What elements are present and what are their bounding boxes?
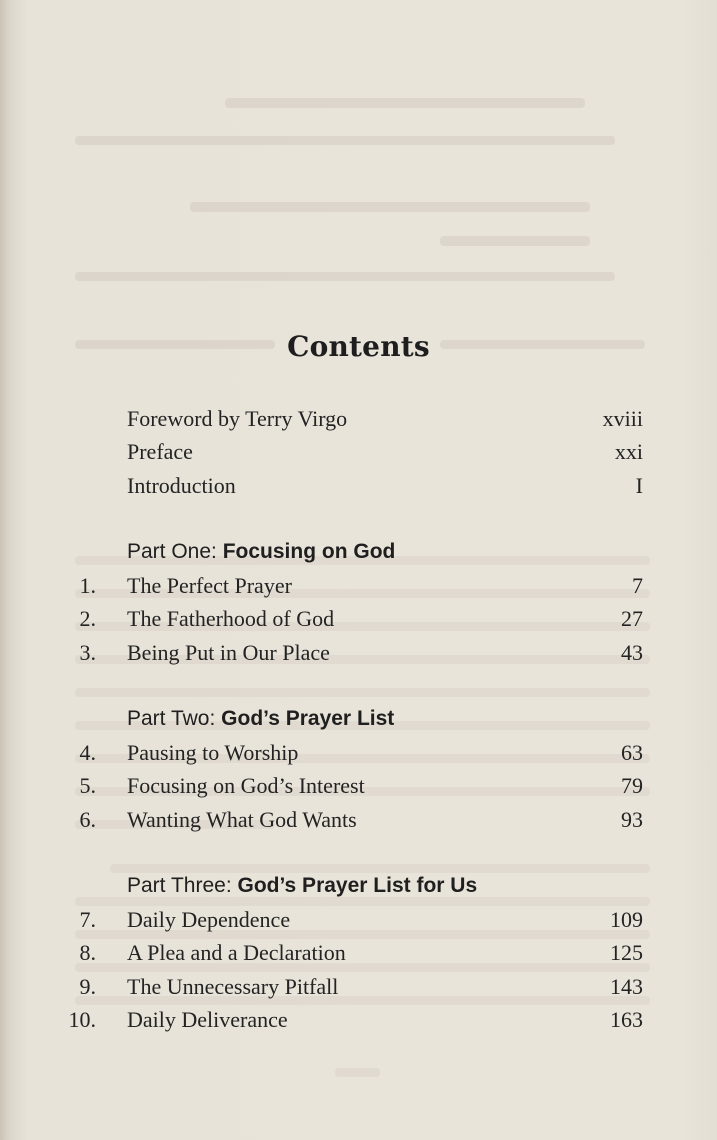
chapter-number: 8. [79,940,96,965]
part-heading-three [127,869,477,902]
chapter-title: Being Put in Our Place [127,640,330,665]
part-prefix: Part One: [127,540,223,563]
chapter-title: Focusing on God’s Interest [127,773,365,798]
chapter-title: A Plea and a Declaration [127,940,346,965]
part-prefix: Part Two: [127,707,222,730]
toc-chapter-row [0,1003,717,1036]
chapter-number: 3. [79,640,96,665]
chapter-number: 7. [79,907,96,932]
toc-entry-foreword [0,402,717,435]
chapter-title: Pausing to Worship [127,740,299,765]
chapter-page: 79 [621,773,643,798]
chapter-page: 43 [621,640,643,665]
toc-entry-page: I [635,473,643,498]
chapter-number: 9. [79,974,96,999]
toc-chapter-row [0,970,717,1003]
chapter-title: The Unnecessary Pitfall [127,974,339,999]
toc-entry-page: xviii [602,406,643,431]
chapter-title: The Fatherhood of God [127,606,335,631]
chapter-page: 93 [621,807,643,832]
chapter-number: 1. [79,573,96,598]
part-heading-one [127,535,395,568]
chapter-number: 6. [79,807,96,832]
toc-chapter-row [0,602,717,635]
toc-chapter-row [0,769,717,802]
toc-chapter-row [0,736,717,769]
chapter-page: 163 [610,1007,643,1032]
chapter-page: 125 [610,940,643,965]
toc-chapter-row [0,936,717,969]
chapter-number: 5. [79,773,96,798]
chapter-page: 109 [610,907,643,932]
toc-chapter-row [0,569,717,602]
toc-entry-preface [0,435,717,468]
chapter-page: 143 [610,974,643,999]
toc-chapter-row [0,636,717,669]
toc-entry-label: Introduction [127,473,236,498]
chapter-page: 7 [632,573,643,598]
chapter-title: Daily Deliverance [127,1007,288,1032]
chapter-title: The Perfect Prayer [127,573,292,598]
part-name: God’s Prayer List [221,707,395,730]
chapter-number: 4. [79,740,96,765]
chapter-page: 63 [621,740,643,765]
toc-entry-introduction [0,469,717,502]
part-prefix: Part Three: [127,874,238,897]
toc-chapter-row [0,903,717,936]
part-heading-two [127,702,394,735]
part-name: God’s Prayer List for Us [237,874,478,897]
toc-entry-page: xxi [614,439,643,464]
chapter-number: 10. [68,1007,96,1032]
toc-entry-label: Preface [127,439,193,464]
chapter-title: Daily Dependence [127,907,291,932]
chapter-page: 27 [621,606,643,631]
chapter-title: Wanting What God Wants [127,807,357,832]
part-name: Focusing on God [222,540,396,563]
chapter-number: 2. [79,606,96,631]
toc-chapter-row [0,803,717,836]
toc-entry-label: Foreword by Terry Virgo [127,406,348,431]
page-title: Contents [287,330,430,363]
